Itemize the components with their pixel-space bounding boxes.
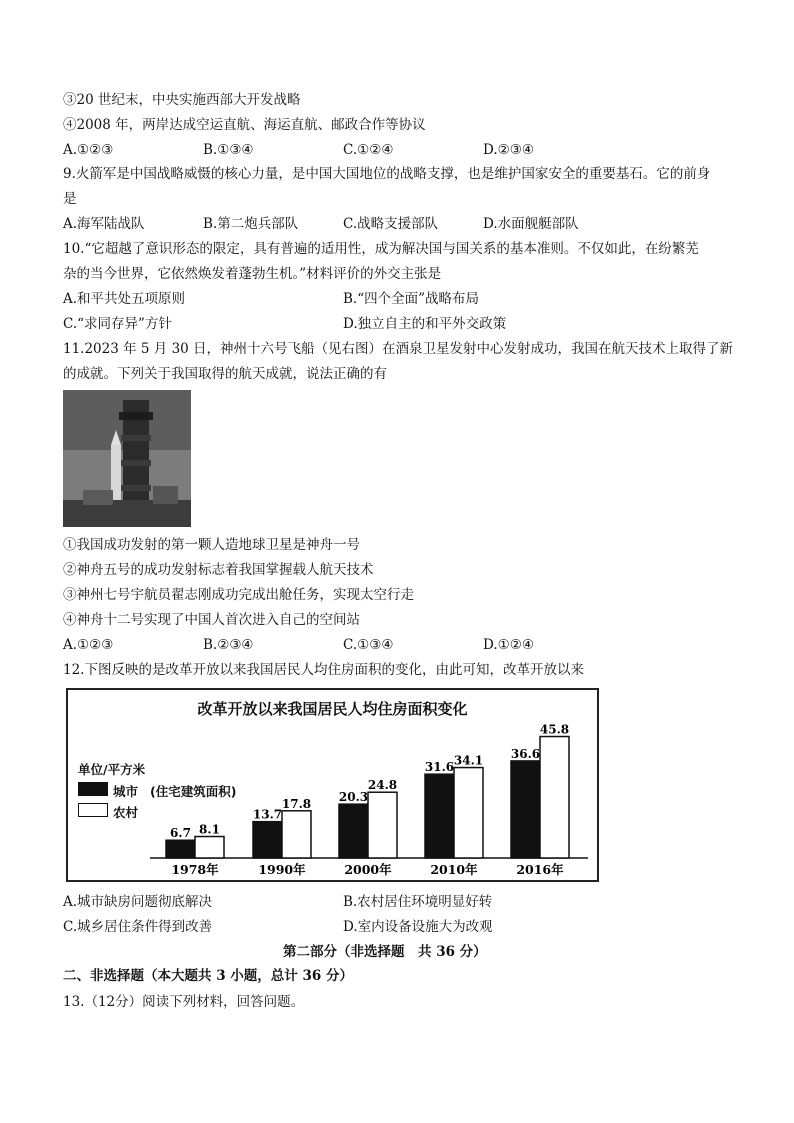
q12-option-d[interactable]: D.室内设备设施大为改观 xyxy=(343,919,493,935)
bar-value-label-rural-1: 17.8 xyxy=(281,796,312,811)
bar-value-label-urban-1: 13.7 xyxy=(252,807,283,822)
q9-stem-line1: 9.火箭军是中国战略威慑的核心力量，是中国大国地位的战略支撑，也是维护国家安全的重要基石。它的前身 xyxy=(63,166,711,182)
part-two-heading: 第二部分（非选择题 共 36 分） xyxy=(283,944,487,960)
q11-item-2: ②神舟五号的成功发射标志着我国掌握载人航天技术 xyxy=(63,562,374,578)
bar-value-label-urban-0: 6.7 xyxy=(170,826,191,841)
q11-stem-line1: 11.2023 年 5 月 30 日，神州十六号飞船（见右图）在酒泉卫星发射中心发射成功，我国在航天技术上取得了新 xyxy=(63,341,734,357)
q11-item-4: ④神舟十二号实现了中国人首次进入自己的空间站 xyxy=(63,612,360,628)
chart-unit-label: 单位/平方米 xyxy=(78,762,146,777)
q10-option-a[interactable]: A.和平共处五项原则 xyxy=(63,291,186,307)
chart-bars xyxy=(68,690,597,880)
q9-stem-line2: 是 xyxy=(63,191,77,207)
q10-option-d[interactable]: D.独立自主的和平外交政策 xyxy=(343,316,507,332)
q12-option-a[interactable]: A.城市缺房问题彻底解决 xyxy=(63,894,213,910)
legend-label-rural: 农村 xyxy=(113,805,139,820)
q8-option-b[interactable]: B.①③④ xyxy=(203,142,254,158)
q10-option-c[interactable]: C.“求同存异”方针 xyxy=(63,316,172,332)
chart-title: 改革开放以来我国居民人均住房面积变化 xyxy=(197,700,468,718)
q11-option-a[interactable]: A.①②③ xyxy=(63,637,114,653)
q13-stem: 13.（12分）阅读下列材料，回答问题。 xyxy=(63,994,305,1010)
q9-option-d[interactable]: D.水面舰艇部队 xyxy=(483,216,579,232)
q12-stem: 12.下图反映的是改革开放以来我国居民人均住房面积的变化，由此可知，改革开放以来 xyxy=(63,662,584,678)
bar-rural-3 xyxy=(454,768,483,858)
bar-value-label-urban-3: 31.6 xyxy=(424,760,455,775)
q11-option-c[interactable]: C.①③④ xyxy=(343,637,394,653)
rocket-launch-photo xyxy=(63,390,191,527)
bar-value-label-rural-2: 24.8 xyxy=(367,778,398,793)
q10-stem-line2: 杂的当今世界，它依然焕发着蓬勃生机。”材料评价的外交主张是 xyxy=(63,266,442,282)
bar-urban-3 xyxy=(425,774,454,858)
x-tick-label-4: 2016年 xyxy=(516,862,564,877)
bar-value-label-rural-3: 34.1 xyxy=(453,753,484,768)
q12-option-b[interactable]: B.农村居住环境明显好转 xyxy=(343,894,493,910)
q11-option-b[interactable]: B.②③④ xyxy=(203,637,254,653)
q9-option-a[interactable]: A.海军陆战队 xyxy=(63,216,145,232)
bar-urban-1 xyxy=(253,822,282,858)
x-tick-label-3: 2010年 xyxy=(430,862,478,877)
q10-stem-line1: 10.“它超越了意识形态的限定，具有普遍的适用性，成为解决国与国关系的基本准则。不仅如此，在纷繁芜 xyxy=(63,241,699,257)
bar-urban-2 xyxy=(339,804,368,858)
q10-option-b[interactable]: B.“四个全面”战略布局 xyxy=(343,291,480,307)
section-two-heading: 二、非选择题（本大题共 3 小题，总计 36 分） xyxy=(63,968,353,984)
bar-urban-0 xyxy=(166,840,195,858)
q9-option-b[interactable]: B.第二炮兵部队 xyxy=(203,216,299,232)
q8-item-3: ③20 世纪末，中央实施西部大开发战略 xyxy=(63,92,301,108)
legend-note-urban: (住宅建筑面积) xyxy=(150,784,237,799)
bar-value-label-urban-4: 36.6 xyxy=(510,746,541,761)
bar-value-label-rural-0: 8.1 xyxy=(199,822,220,837)
bar-rural-0 xyxy=(195,837,224,858)
q8-option-a[interactable]: A.①②③ xyxy=(63,142,114,158)
q11-item-1: ①我国成功发射的第一颗人造地球卫星是神舟一号 xyxy=(63,537,360,553)
x-tick-label-0: 1978年 xyxy=(171,862,219,877)
x-tick-label-1: 1990年 xyxy=(258,862,306,877)
bar-value-label-urban-2: 20.3 xyxy=(338,790,369,805)
q8-option-d[interactable]: D.②③④ xyxy=(483,142,534,158)
q8-item-4: ④2008 年，两岸达成空运直航、海运直航、邮政合作等协议 xyxy=(63,117,426,133)
legend-label-urban: 城市 xyxy=(113,784,139,799)
q11-stem-line2: 的成就。下列关于我国取得的航天成就，说法正确的有 xyxy=(63,366,387,382)
x-tick-label-2: 2000年 xyxy=(344,862,392,877)
bar-rural-4 xyxy=(540,737,569,858)
bar-urban-4 xyxy=(511,761,540,858)
bar-value-label-rural-4: 45.8 xyxy=(539,722,570,737)
q9-option-c[interactable]: C.战略支援部队 xyxy=(343,216,439,232)
bar-rural-2 xyxy=(368,792,397,858)
q8-option-c[interactable]: C.①②④ xyxy=(343,142,394,158)
bar-rural-1 xyxy=(282,811,311,858)
q12-option-c[interactable]: C.城乡居住条件得到改善 xyxy=(63,919,213,935)
housing-area-chart xyxy=(66,688,599,882)
q11-option-d[interactable]: D.①②④ xyxy=(483,637,534,653)
q11-item-3: ③神州七号宇航员翟志刚成功完成出舱任务，实现太空行走 xyxy=(63,587,414,603)
